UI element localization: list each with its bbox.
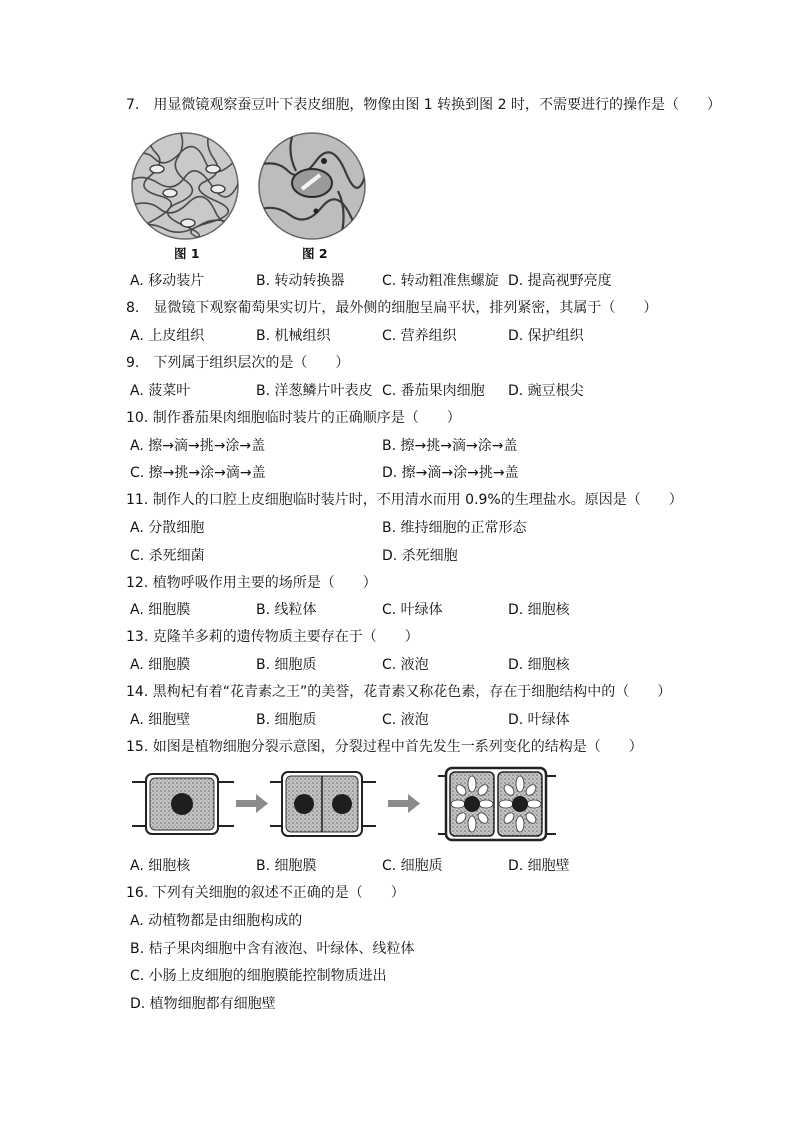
q14-option-a: A. 细胞壁 xyxy=(130,712,191,728)
q15-option-c: C. 细胞质 xyxy=(382,858,443,874)
q10-option-d: D. 擦→滴→涂→挑→盖 xyxy=(382,465,519,481)
q11-option-c: C. 杀死细菌 xyxy=(130,548,205,564)
question-10-stem: 10. 制作番茄果肉细胞临时装片的正确顺序是（ ） xyxy=(126,410,461,426)
q12-option-a: A. 细胞膜 xyxy=(130,602,191,618)
figure-1-microscope-field xyxy=(130,131,240,241)
cell-stage-2 xyxy=(270,772,376,836)
question-9-stem: 9. 下列属于组织层次的是（ ） xyxy=(126,355,350,371)
figure-2-label: 图 2 xyxy=(302,246,328,261)
q8-option-b: B. 机械组织 xyxy=(256,328,331,344)
cell-division-diagram xyxy=(132,766,562,842)
q15-option-b: B. 细胞膜 xyxy=(256,858,317,874)
q16-option-a: A. 动植物都是由细胞构成的 xyxy=(130,913,303,929)
q11-option-d: D. 杀死细胞 xyxy=(382,548,458,564)
q9-option-a: A. 菠菜叶 xyxy=(130,383,191,399)
q13-option-a: A. 细胞膜 xyxy=(130,657,191,673)
question-14-stem: 14. 黑枸杞有着“花青素之王”的美誉，花青素又称花色素，存在于细胞结构中的（ ） xyxy=(126,684,672,700)
q15-option-d: D. 细胞壁 xyxy=(508,858,570,874)
q9-option-c: C. 番茄果肉细胞 xyxy=(382,383,485,399)
q13-option-b: B. 细胞质 xyxy=(256,657,317,673)
q12-option-c: C. 叶绿体 xyxy=(382,602,443,618)
q15-option-a: A. 细胞核 xyxy=(130,858,191,874)
cell-stage-3 xyxy=(438,768,556,840)
q10-option-a: A. 擦→滴→挑→涂→盖 xyxy=(130,438,266,454)
q16-option-d: D. 植物细胞都有细胞壁 xyxy=(130,996,276,1012)
question-13-stem: 13. 克隆羊多莉的遗传物质主要存在于（ ） xyxy=(126,629,419,645)
q9-option-d: D. 豌豆根尖 xyxy=(508,383,584,399)
q10-option-c: C. 擦→挑→涂→滴→盖 xyxy=(130,465,266,481)
q13-option-d: D. 细胞核 xyxy=(508,657,570,673)
q14-option-c: C. 液泡 xyxy=(382,712,429,728)
q16-option-b: B. 桔子果肉细胞中含有液泡、叶绿体、线粒体 xyxy=(130,941,415,957)
q13-option-c: C. 液泡 xyxy=(382,657,429,673)
question-12-stem: 12. 植物呼吸作用主要的场所是（ ） xyxy=(126,575,377,591)
q7-option-b: B. 转动转换器 xyxy=(256,273,345,289)
q7-option-c: C. 转动粗准焦螺旋 xyxy=(382,273,499,289)
figure-1-label: 图 1 xyxy=(174,246,200,261)
question-15-stem: 15. 如图是植物细胞分裂示意图，分裂过程中首先发生一系列变化的结构是（ ） xyxy=(126,739,643,755)
q11-option-b: B. 维持细胞的正常形态 xyxy=(382,520,527,536)
arrow-1 xyxy=(236,794,268,813)
figure-2-microscope-field xyxy=(256,131,368,241)
question-8-stem: 8. 显微镜下观察葡萄果实切片，最外侧的细胞呈扁平状，排列紧密，其属于（ ） xyxy=(126,300,658,316)
cell-stage-1 xyxy=(132,774,234,834)
q8-option-c: C. 营养组织 xyxy=(382,328,457,344)
q10-option-b: B. 擦→挑→滴→涂→盖 xyxy=(382,438,518,454)
q14-option-b: B. 细胞质 xyxy=(256,712,317,728)
q12-option-d: D. 细胞核 xyxy=(508,602,570,618)
question-7-stem: 7. 用显微镜观察蚕豆叶下表皮细胞，物像由图 1 转换到图 2 时，不需要进行的操作是（ ） xyxy=(126,97,721,113)
arrow-2 xyxy=(388,794,420,813)
q7-option-a: A. 移动装片 xyxy=(130,273,205,289)
q11-option-a: A. 分散细胞 xyxy=(130,520,205,536)
q16-option-c: C. 小肠上皮细胞的细胞膜能控制物质进出 xyxy=(130,968,387,984)
q8-option-a: A. 上皮组织 xyxy=(130,328,205,344)
question-16-stem: 16. 下列有关细胞的叙述不正确的是（ ） xyxy=(126,885,405,901)
q8-option-d: D. 保护组织 xyxy=(508,328,584,344)
q14-option-d: D. 叶绿体 xyxy=(508,712,570,728)
q9-option-b: B. 洋葱鳞片叶表皮 xyxy=(256,383,373,399)
q7-option-d: D. 提高视野亮度 xyxy=(508,273,612,289)
question-11-stem: 11. 制作人的口腔上皮细胞临时装片时，不用清水而用 0.9%的生理盐水。原因是（ ） xyxy=(126,492,683,508)
q12-option-b: B. 线粒体 xyxy=(256,602,317,618)
